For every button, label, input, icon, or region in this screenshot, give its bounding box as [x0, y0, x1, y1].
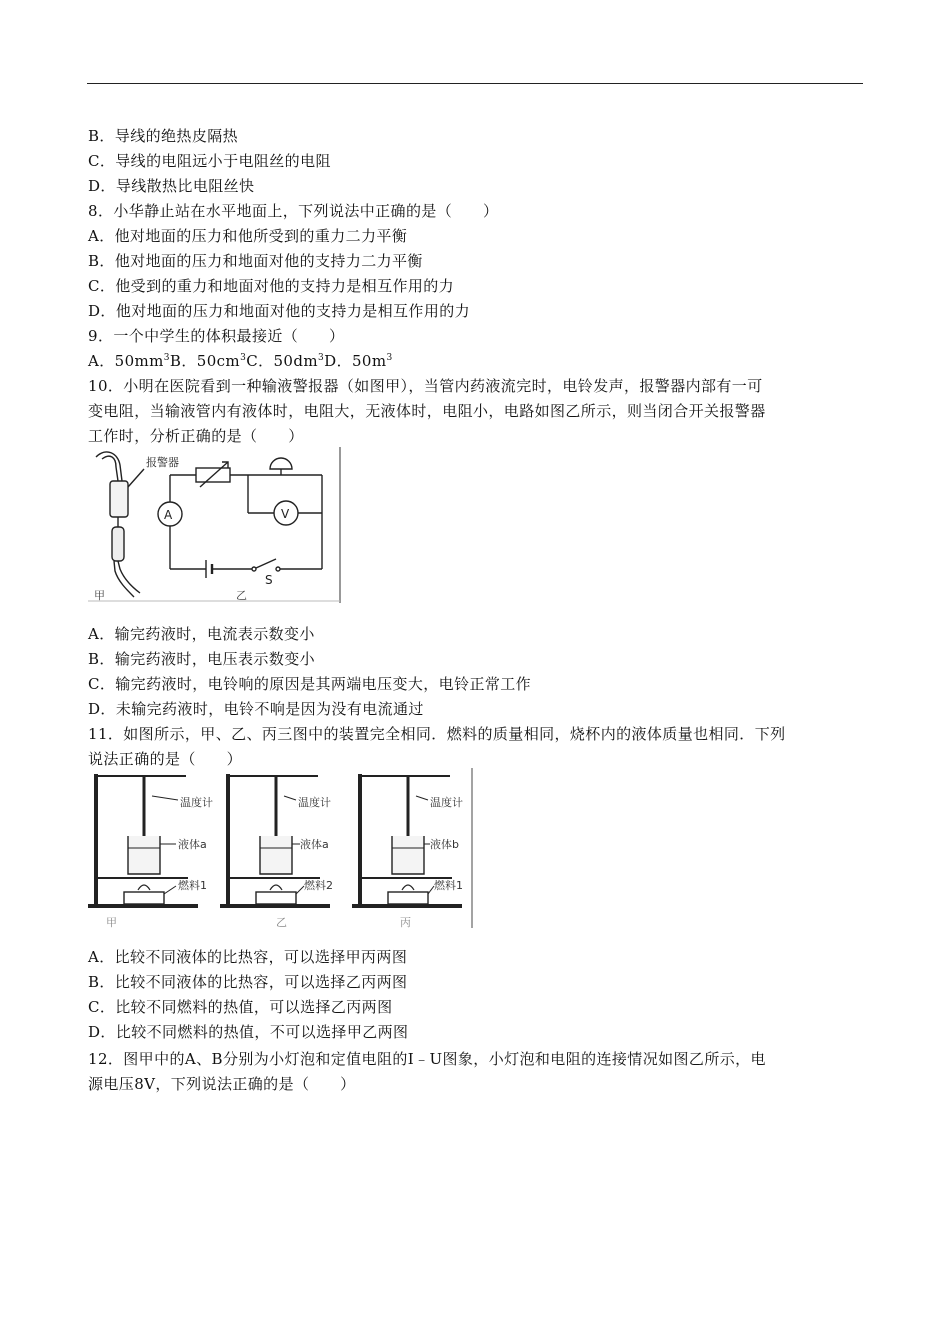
burner-3 [388, 892, 428, 904]
liquid-label-1: 液体a [178, 838, 207, 851]
q10-option-d: D．未输完药液时，电铃不响是因为没有电流通过 [88, 700, 424, 718]
q12-stem-line1: 12．图甲中的A、B分别为小灯泡和定值电阻的I﹣U图象，小灯泡和电阻的连接情况如图乙所示，电 [88, 1050, 766, 1068]
q9-option-d-exp: 3 [386, 353, 393, 363]
ammeter-label: A [164, 508, 173, 522]
q11-stem-line2: 说法正确的是（ ） [88, 750, 243, 768]
q7-option-d: D．导线散热比电阻丝快 [88, 177, 255, 195]
iv-alarm-sketch [96, 452, 144, 597]
q9-option-a-exp: 3 [163, 353, 170, 363]
q8-stem: 8．小华静止站在水平地面上，下列说法中正确的是（ ） [88, 202, 499, 220]
liquid-label-2: 液体a [300, 838, 329, 851]
q10-stem-line2: 变电阻，当输液管内有液体时，电阻大，无液体时，电阻小，电路如图乙所示，则当闭合开关报警器 [88, 402, 766, 420]
q9-option-d: D．50m [324, 352, 387, 370]
q7-option-c: C．导线的电阻远小于电阻丝的电阻 [88, 152, 331, 170]
thermo-label-2: 温度计 [298, 796, 331, 809]
q9-option-b: B．50cm [169, 352, 241, 370]
header-rule [87, 83, 863, 84]
q8-option-b: B．他对地面的压力和地面对他的支持力二力平衡 [88, 252, 423, 270]
q10-option-a: A．输完药液时，电流表示数变小 [88, 625, 315, 643]
beaker-3 [392, 836, 424, 874]
q11-option-d: D．比较不同燃料的热值，不可以选择甲乙两图 [88, 1023, 409, 1041]
burner-1 [124, 892, 164, 904]
thermo-label-3: 温度计 [430, 796, 463, 809]
q9-option-a: A．50mm [88, 352, 164, 370]
q7-option-b: B．导线的绝热皮隔热 [88, 127, 239, 145]
q10-stem-line1: 10．小明在医院看到一种输液警报器（如图甲），当管内药液流完时，电铃发声，报警器内部有一可 [88, 377, 763, 395]
fuel-label-1: 燃料1 [178, 879, 207, 892]
switch-lever [256, 559, 276, 568]
q8-option-d: D．他对地面的压力和地面对他的支持力是相互作用的力 [88, 302, 471, 320]
liquid-label-3: 液体b [430, 838, 459, 851]
q11-option-b: B．比较不同液体的比热容，可以选择乙丙两图 [88, 973, 408, 991]
alarm-circuit [158, 458, 322, 578]
q12-stem-line2: 源电压8V，下列说法正确的是（ ） [88, 1075, 356, 1093]
q9-option-b-exp: 3 [240, 353, 247, 363]
beaker-2 [260, 836, 292, 874]
bell-icon [270, 458, 292, 469]
beaker-1 [128, 836, 160, 874]
voltmeter-label: V [281, 507, 290, 521]
q11-option-a: A．比较不同液体的比热容，可以选择甲丙两图 [88, 948, 408, 966]
q10-option-b: B．输完药液时，电压表示数变小 [88, 650, 316, 668]
q10-stem-line3: 工作时，分析正确的是（ ） [88, 427, 304, 445]
q11-stem-line1: 11．如图所示，甲、乙、丙三图中的装置完全相同．燃料的质量相同，烧杯内的液体质量也相同．下列 [88, 725, 786, 743]
q9-option-c: C．50dm [246, 352, 318, 370]
switch-label: S [265, 573, 273, 587]
q8-option-c: C．他受到的重力和地面对他的支持力是相互作用的力 [88, 277, 455, 295]
q10-option-c: C．输完药液时，电铃响的原因是其两端电压变大，电铃正常工作 [88, 675, 532, 693]
q11-option-c: C．比较不同燃料的热值，可以选择乙丙两图 [88, 998, 393, 1016]
caption-yi: 乙 [236, 589, 247, 602]
burner-2 [256, 892, 296, 904]
q11-figure [88, 768, 474, 930]
alarm-label: 报警器 [146, 456, 179, 469]
q9-stem: 9．一个中学生的体积最接近（ ） [88, 327, 345, 345]
caption-2: 乙 [276, 916, 287, 929]
q9-option-c-exp: 3 [318, 353, 325, 363]
q9-options [88, 351, 393, 371]
q10-figure [88, 447, 342, 603]
q8-option-a: A．他对地面的压力和他所受到的重力二力平衡 [88, 227, 408, 245]
caption-3: 丙 [400, 916, 411, 929]
caption-jia: 甲 [94, 589, 105, 602]
fuel-label-2: 燃料2 [304, 879, 333, 892]
fuel-label-3: 燃料1 [434, 879, 463, 892]
caption-1: 甲 [106, 916, 117, 929]
thermo-label-1: 温度计 [180, 796, 213, 809]
